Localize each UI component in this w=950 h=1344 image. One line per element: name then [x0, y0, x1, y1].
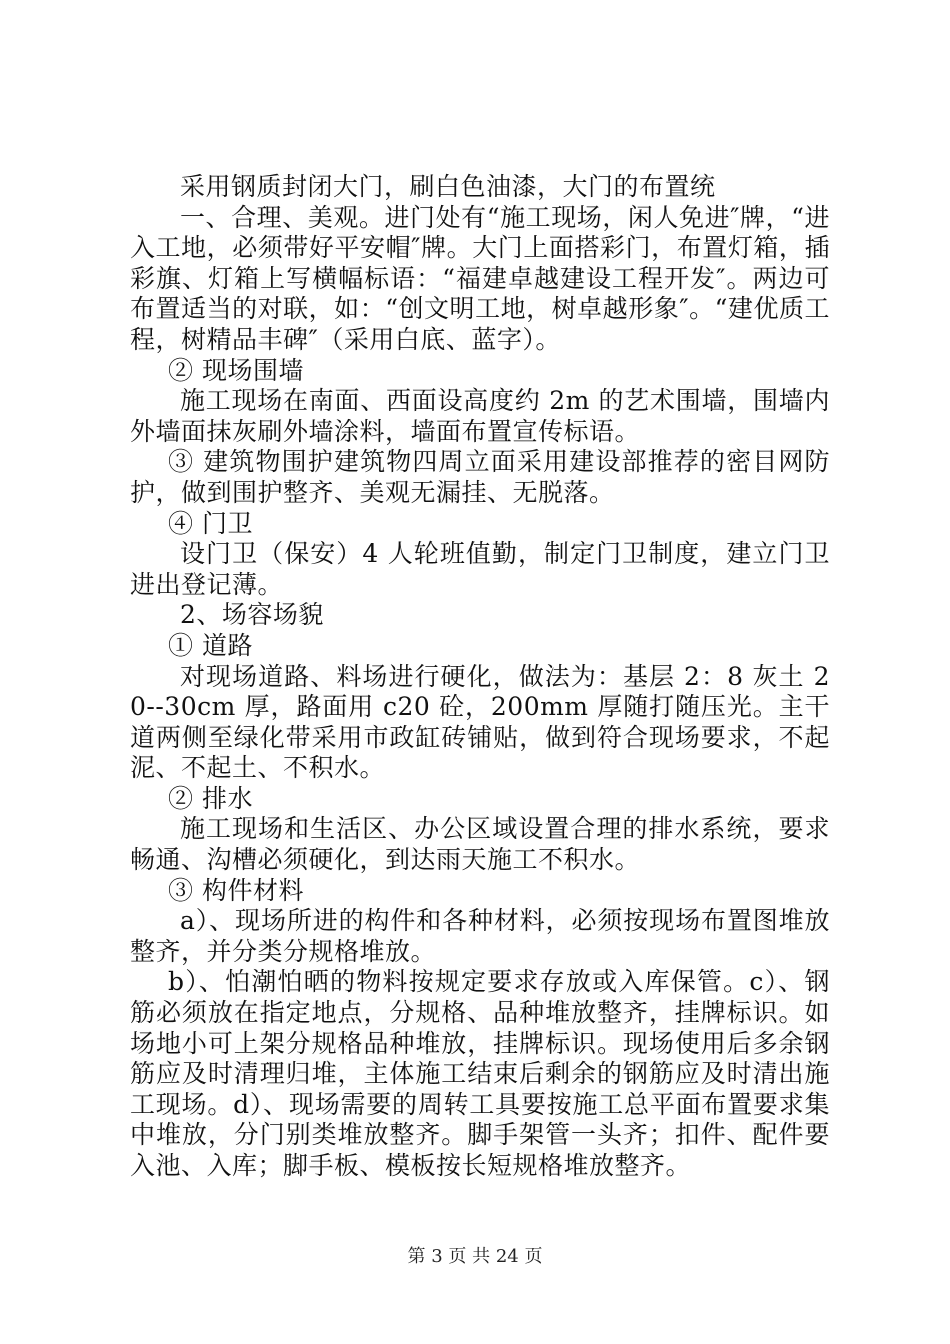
heading-site-appearance: 2、场容场貌: [180, 600, 324, 630]
paragraph-guard: 设门卫（保安）4 人轮班值勤，制定门卫制度，建立门卫进出登记薄。: [130, 539, 830, 599]
paragraph-materials-a: a）、现场所进的构件和各种材料，必须按现场布置图堆放整齐，并分类分规格堆放。: [130, 906, 830, 966]
paragraph-drainage: 施工现场和生活区、办公区域设置合理的排水系统，要求畅通、沟槽必须硬化，到达雨天施工不积水。: [130, 814, 830, 875]
paragraph-roads: 对现场道路、料场进行硬化，做法为：基层 2：8 灰土 20--30cm 厚，路面用 c20 砼，200mm 厚随打随压光。主干道两侧至绿化带采用市政缸砖铺贴，做到符合现场要求，不起泥、不起土、不积水。: [130, 661, 830, 783]
paragraph-gate-intro: 采用钢质封闭大门，刷白色油漆，大门的布置统: [180, 172, 716, 201]
heading-drainage: ② 排水: [168, 783, 253, 813]
paragraph-building-enclosure: ③ 建筑物围护建筑物四周立面采用建设部推荐的密目网防护，做到围护整齐、美观无漏挂、无脱落。: [130, 447, 830, 507]
heading-site-wall: ② 现场围墙: [168, 355, 304, 385]
heading-guard: ④ 门卫: [168, 508, 253, 538]
heading-materials: ③ 构件材料: [168, 875, 304, 905]
document-body: [130, 172, 830, 1182]
heading-roads: ① 道路: [168, 630, 253, 660]
paragraph-site-wall: 施工现场在南面、西面设高度约 2m 的艺术围墙，围墙内外墙面抹灰刷外墙涂料，墙面布置宣传标语。: [130, 386, 830, 446]
page-number-footer: 第 3 页 共 24 页: [407, 1246, 543, 1267]
paragraph-materials-bcd: b）、怕潮怕晒的物料按规定要求存放或入库保管。c）、钢筋必须放在指定地点，分规格、品种堆放整齐，挂牌标识。如场地小可上架分规格品种堆放，挂牌标识。现场使用后多余钢筋应及时清理归堆，主体施工结束后剩余的钢筋应及时清出施工现场。d）、现场需要的周转工具要按施工总平面布置要求集中堆放，分门别类堆放整齐。脚手架管一头齐；扣件、配件要入池、入库；脚手板、模板按长短规格堆放整齐。: [130, 967, 830, 1180]
paragraph-gate-layout: 一、合理、美观。进门处有“施工现场，闲人免进″牌，“进入工地，必须带好平安帽″牌。大门上面搭彩门，布置灯箱，插彩旗、灯箱上写横幅标语：“福建卓越建设工程开发″。两边可布置适当的对联，如：“创文明工地，树卓越形象″。“建优质工程，树精品丰碑″（采用白底、蓝字）。: [130, 202, 830, 354]
